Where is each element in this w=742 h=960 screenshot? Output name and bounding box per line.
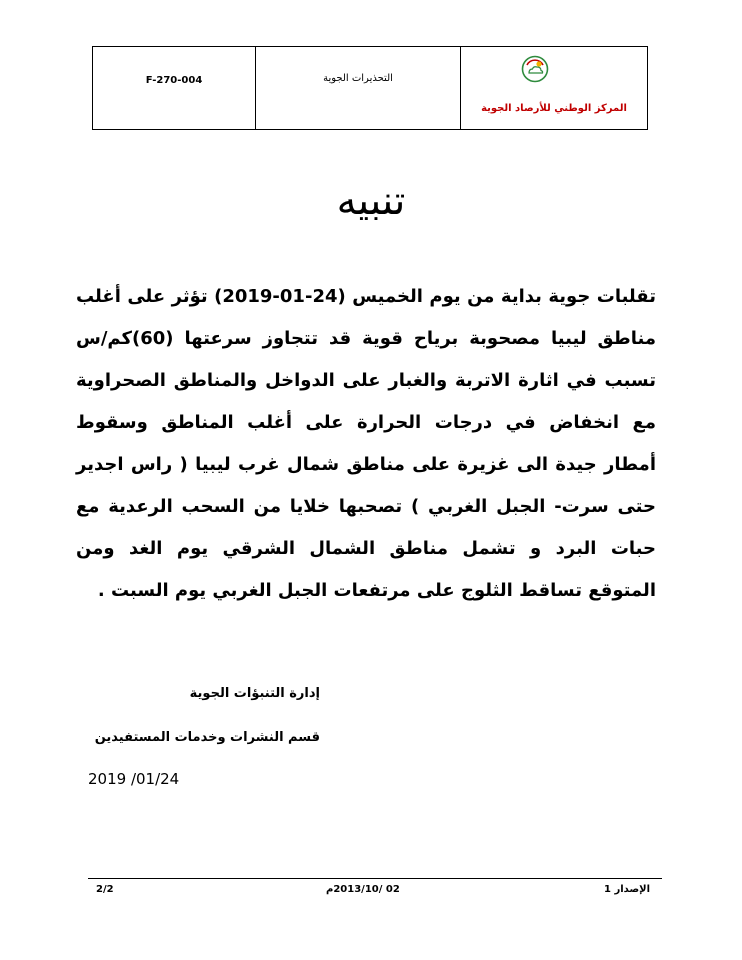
document-type: التحذيرات الجوية bbox=[323, 73, 393, 84]
signature-section: قسم النشرات وخدمات المستفيدين bbox=[94, 730, 320, 745]
issue-date: 2019 /01/24 bbox=[88, 770, 180, 788]
cloud-logo-icon bbox=[521, 55, 549, 83]
form-code-cell bbox=[93, 47, 256, 129]
edition-number: الإصدار 1 bbox=[604, 884, 650, 895]
revision-date: 02 /2013/10م bbox=[326, 884, 400, 895]
footer-divider bbox=[88, 878, 662, 879]
signature-department: إدارة التنبؤات الجوية bbox=[189, 686, 320, 701]
form-code: F-270-004 bbox=[145, 75, 203, 86]
document-title: تنبيه bbox=[336, 178, 406, 224]
document-type-cell bbox=[256, 47, 461, 129]
organization-cell bbox=[461, 47, 647, 129]
alert-body-text: تقلبات جوية بداية من يوم الخميس (24-01-2019) تؤثر على أغلب مناطق ليبيا مصحوبة برياح قوية قد تتجاوز سرعتها (60)كم/س تسبب في اثارة الاتربة والغبار على الدواخل والمناطق الصحراوية مع انخفاض في درجات الحرارة على أغلب المناطق وسقوط أمطار جيدة الى غزيرة على مناطق شمال غرب ليبيا ( راس اجدير حتى سرت- الجبل الغربي ) تصحبها خلايا من السحب الرعدية مع حبات البرد و تشمل مناطق الشمال الشرقي يوم الغد ومن المتوقع تساقط الثلوج على مرتفعات الجبل الغربي يوم السبت . bbox=[76, 286, 656, 601]
document-header-table bbox=[92, 46, 648, 130]
page-footer bbox=[92, 884, 650, 902]
page-number: 2/2 bbox=[96, 884, 114, 895]
organization-name: المركز الوطني للأرصاد الجوية bbox=[481, 103, 627, 114]
